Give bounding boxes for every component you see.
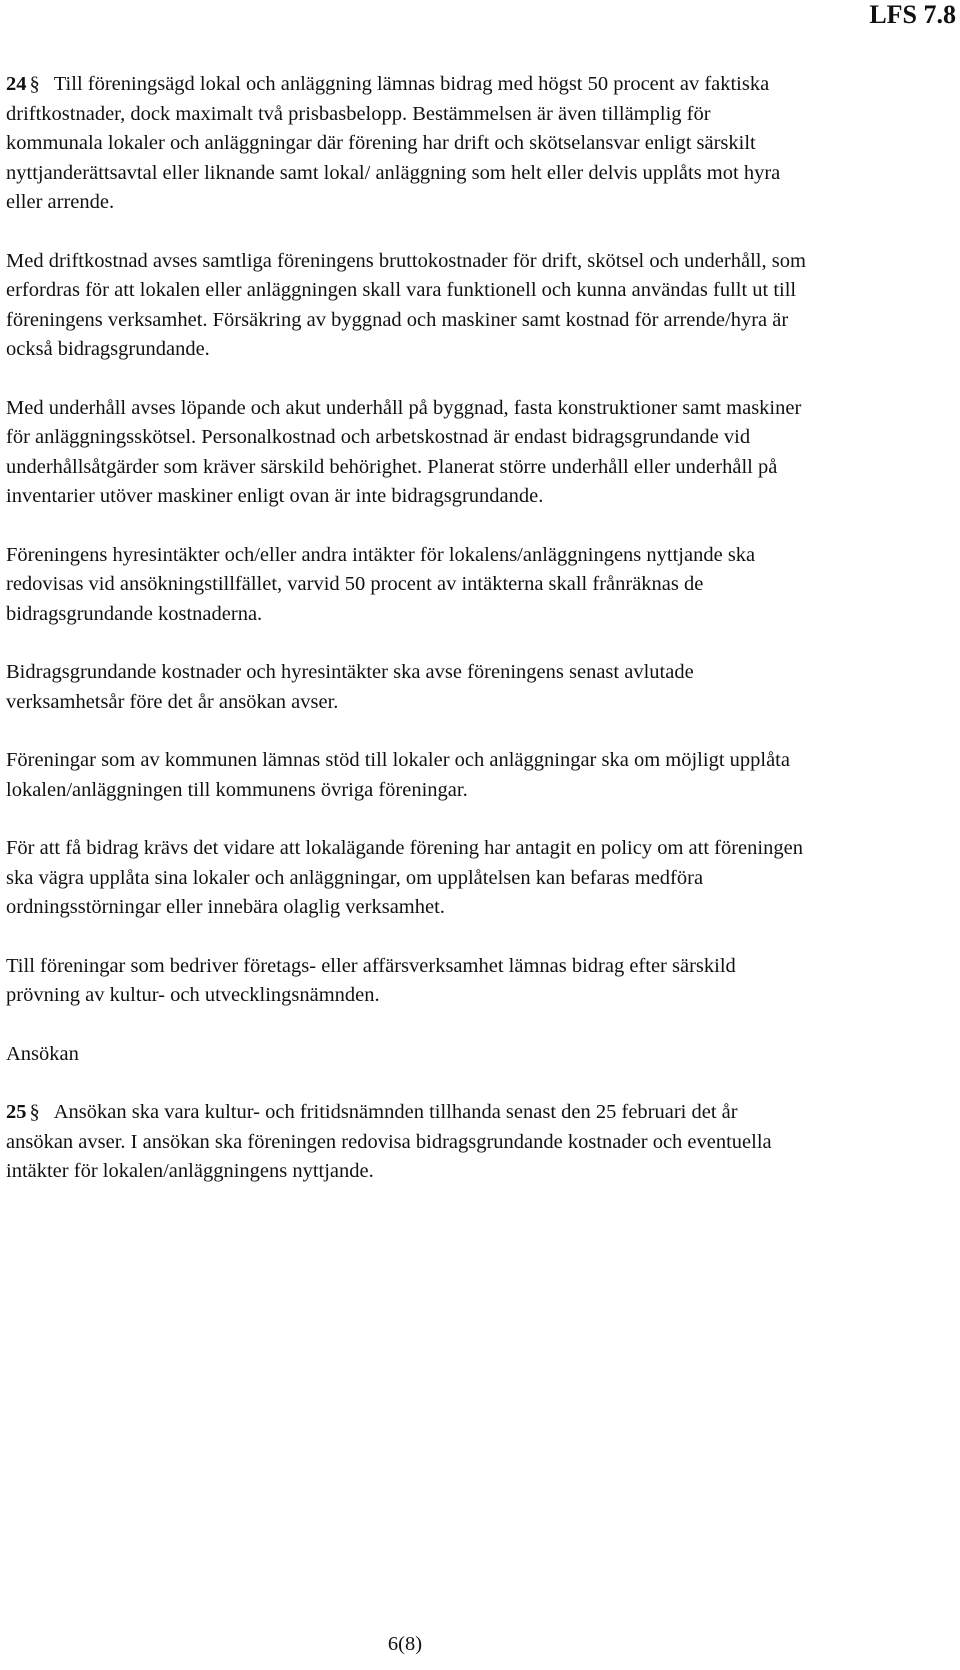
section-25-text: Ansökan ska vara kultur- och fritidsnämnden tillhanda senast den 25 februari det år ansökan avser. I ansökan ska föreningen redovisa bidragsgrundande kostnader och eventuella intäkter för lokalen/anläggningens nyttjande. [6,1101,772,1182]
section-24-text: Till föreningsägd lokal och anläggning lämnas bidrag med högst 50 procent av faktiska driftkostnader, dock maximalt två prisbasbelopp. Bestämmelsen är även tillämplig för kommunala lokaler och anläggningar där förening har drift och skötselansvar enligt särskilt nyttjanderättsavtal eller liknande samt lokal/ anläggning som helt eller delvis upplåts mot hyra eller arrende. [6,73,781,213]
section-25 [6,1098,806,1187]
paragraph-verksamhetsar: Bidragsgrundande kostnader och hyresintäkter ska avse föreningens senast avlutade verksamhetsår före det år ansökan avser. [6,661,694,713]
paragraph-hyresintakter: Föreningens hyresintäkter och/eller andra intäkter för lokalens/anläggningens nyttjande ska redovisas vid ansökningstillfället, varvid 50 procent av intäkterna skall frånräknas de bidragsgrundande kostnaderna. [6,543,756,625]
document-reference: LFS 7.8 [869,0,956,29]
paragraph-foretag: Till föreningar som bedriver företags- eller affärsverksamhet lämnas bidrag efter särskild prövning av kultur- och utvecklingsnämnden. [6,954,736,1006]
page-number: 6(8) [387,1633,423,1655]
document-body [6,70,806,1187]
section-24 [6,70,806,218]
section-number: 25 [6,1101,27,1123]
paragraph-policy: För att få bidrag krävs det vidare att lokalägande förening har antagit en policy om att föreningen ska vägra upplåta sina lokaler och anläggningar, om upplåtelsen kan befaras medföra ordningsstörningar eller innebära olaglig verksamhet. [6,837,803,918]
paragraph-underhall: Med underhåll avses löpande och akut underhåll på byggnad, fasta konstruktioner samt maskiner för anläggningsskötsel. Personalkostnad och arbetskostnad är endast bidragsgrundande vid underhållsåtgärder som kräver särskild behörighet. Planerat större underhåll eller underhåll på inventarier utöver maskiner enligt ovan är inte bidragsgrundande. [6,396,802,507]
heading-ansokan: Ansökan [6,1042,79,1065]
section-sign: § [29,1101,40,1123]
section-sign: § [29,73,40,95]
paragraph-upplata: Föreningar som av kommunen lämnas stöd till lokaler och anläggningar ska om möjligt upplåta lokalen/anläggningen till kommunens övriga föreningar. [6,749,790,801]
section-number: 24 [6,73,27,95]
paragraph-driftkostnad: Med driftkostnad avses samtliga föreningens bruttokostnader för drift, skötsel och underhåll, som erfordras för att lokalen eller anläggningen skall vara funktionell och kunna användas fullt ut till föreningens verksamhet. Försäkring av byggnad och maskiner samt kostnad för arrende/hyra är också bidragsgrundande. [6,249,806,360]
